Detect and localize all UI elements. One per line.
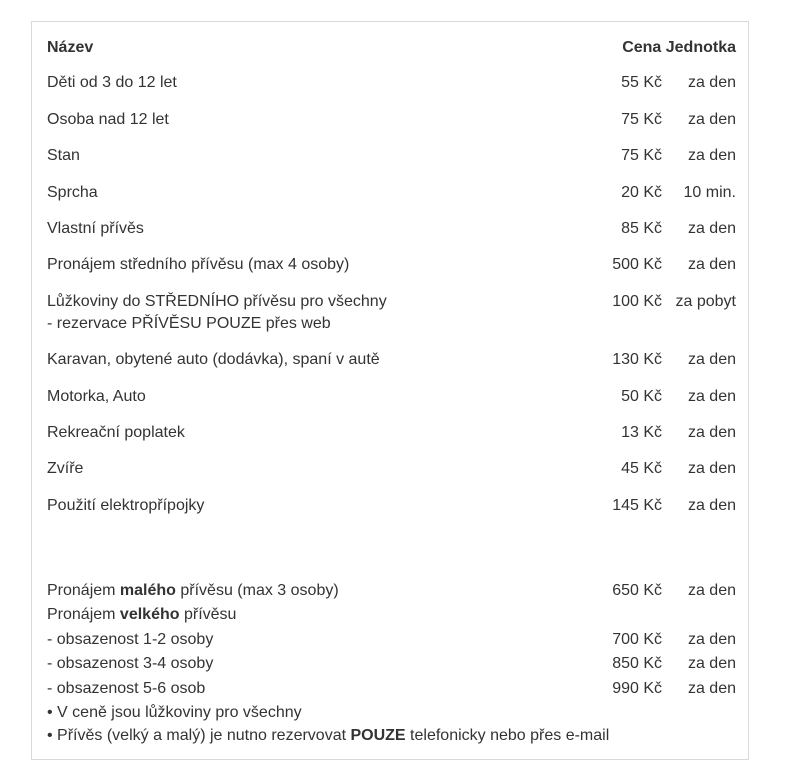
row-unit: za den <box>687 351 736 368</box>
row-price: 50 Kč <box>621 388 662 405</box>
occupancy-row <box>47 679 736 699</box>
row-unit: za den <box>687 74 736 91</box>
row-unit: za den <box>687 582 736 599</box>
table-row <box>47 350 736 370</box>
row-price: 55 Kč <box>621 74 662 91</box>
note-reservation-suffix: telefonicky nebo přes e-mail <box>405 727 610 744</box>
trailer-large-prefix: Pronájem <box>47 606 120 623</box>
row-unit: za den <box>687 424 736 441</box>
row-unit: za den <box>687 220 736 237</box>
row-price: 75 Kč <box>621 111 662 128</box>
row-name: Zvíře <box>47 460 84 477</box>
row-price: 20 Kč <box>621 184 662 201</box>
table-header <box>47 38 736 58</box>
row-unit: za den <box>687 111 736 128</box>
trailer-small-name <box>47 581 339 601</box>
note-reservation-bold: POUZE <box>350 727 406 744</box>
row-name: - obsazenost 5-6 osob <box>47 680 206 697</box>
row-name: Stan <box>47 147 80 164</box>
row-price: 45 Kč <box>621 460 662 477</box>
trailer-large-suffix: přívěsu <box>179 606 237 623</box>
row-price: 145 Kč <box>612 497 662 514</box>
trailer-large-bold: velkého <box>119 606 180 623</box>
row-price: 850 Kč <box>612 655 662 672</box>
trailer-large-row <box>47 605 736 625</box>
row-name: Vlastní přívěs <box>47 220 144 237</box>
table-row <box>47 110 736 130</box>
row-price: 100 Kč <box>612 293 662 310</box>
table-row <box>47 219 736 239</box>
row-unit: za den <box>687 680 736 697</box>
row-price: 500 Kč <box>612 256 662 273</box>
header-price-unit: Cena Jednotka <box>622 39 736 56</box>
row-name: Motorka, Auto <box>47 388 146 405</box>
row-unit: za den <box>687 460 736 477</box>
row-name-line1: Lůžkoviny do STŘEDNÍHO přívěsu pro všechny <box>47 293 387 310</box>
row-price: 990 Kč <box>612 680 662 697</box>
price-list-panel <box>31 21 749 760</box>
trailer-small-prefix: Pronájem <box>47 582 120 599</box>
table-row <box>47 146 736 166</box>
row-unit: za den <box>687 655 736 672</box>
row-name-line2: - rezervace PŘÍVĚSU POUZE přes web <box>47 315 331 332</box>
row-name: Pronájem středního přívěsu (max 4 osoby) <box>47 256 350 273</box>
row-name: - obsazenost 1-2 osoby <box>47 631 214 648</box>
row-name: Osoba nad 12 let <box>47 111 169 128</box>
header-name: Název <box>47 39 94 56</box>
row-price: 13 Kč <box>621 424 662 441</box>
occupancy-row <box>47 654 736 674</box>
trailer-large-name <box>47 605 236 625</box>
row-unit: za den <box>687 631 736 648</box>
table-row <box>47 387 736 407</box>
row-name: Rekreační poplatek <box>47 424 185 441</box>
table-row <box>47 496 736 516</box>
row-unit: 10 min. <box>683 184 736 201</box>
trailer-small-suffix: přívěsu (max 3 osoby) <box>175 582 339 599</box>
note-reservation-prefix: • Přívěs (velký a malý) je nutno rezervovat <box>47 727 351 744</box>
row-price: 130 Kč <box>612 351 662 368</box>
table-row <box>47 459 736 479</box>
row-price: 75 Kč <box>621 147 662 164</box>
row-name: - obsazenost 3-4 osoby <box>47 655 214 672</box>
row-price: 700 Kč <box>612 631 662 648</box>
row-unit: za den <box>687 256 736 273</box>
row-unit: za pobyt <box>675 293 736 310</box>
trailer-small-bold: malého <box>119 582 176 599</box>
row-unit: za den <box>687 388 736 405</box>
table-row <box>47 255 736 275</box>
table-row <box>47 183 736 203</box>
row-name: Děti od 3 do 12 let <box>47 74 177 91</box>
row-unit: za den <box>687 147 736 164</box>
note-linens: • V ceně jsou lůžkoviny pro všechny <box>47 704 302 721</box>
row-unit: za den <box>687 497 736 514</box>
row-name: Použití elektropřípojky <box>47 497 205 514</box>
note-reservation <box>47 725 609 747</box>
trailer-small-row <box>47 581 736 601</box>
row-price: 650 Kč <box>612 582 662 599</box>
row-price: 85 Kč <box>621 220 662 237</box>
row-name: Sprcha <box>47 184 98 201</box>
occupancy-row <box>47 630 736 650</box>
table-row <box>47 73 736 93</box>
row-name <box>47 291 387 335</box>
table-row <box>47 423 736 443</box>
table-row <box>47 291 736 335</box>
row-name: Karavan, obytené auto (dodávka), spaní v autě <box>47 351 380 368</box>
